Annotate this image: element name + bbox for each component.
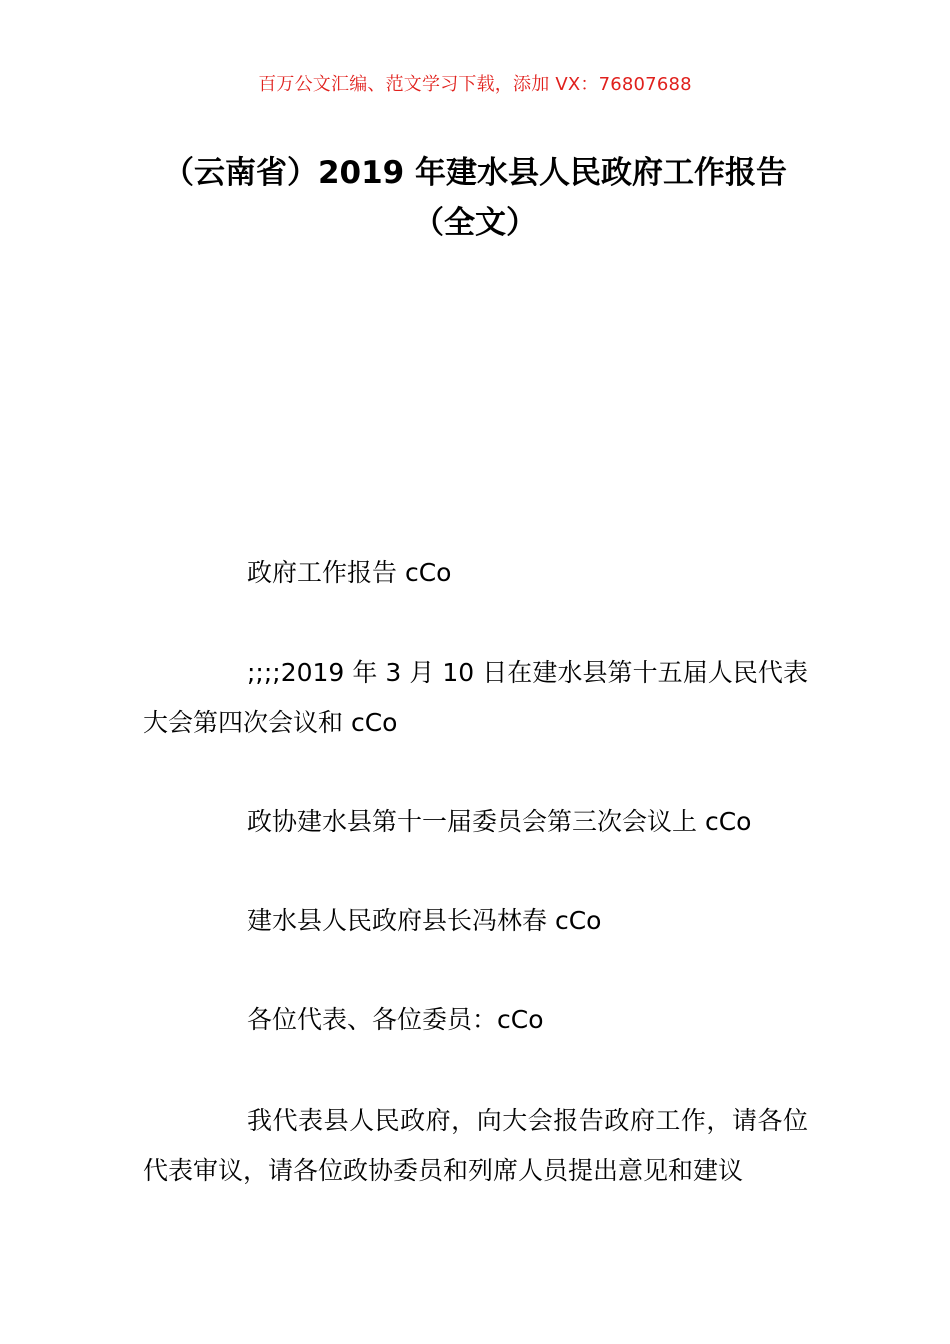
- paragraph-meeting-date: ;;;;2019 年 3 月 10 日在建水县第十五届人民代表大会第四次会议和 cCo: [143, 658, 808, 737]
- paragraph-salutation: 各位代表、各位委员：cCo: [247, 1005, 544, 1034]
- paragraph-opening: 我代表县人民政府，向大会报告政府工作，请各位代表审议，请各位政协委员和列席人员提出意见和建议: [143, 1106, 808, 1185]
- paragraph-speaker: 建水县人民政府县长冯林春 cCo: [247, 906, 602, 935]
- header-watermark-note: 百万公文汇编、范文学习下载，添加 VX：76807688: [258, 74, 692, 95]
- page-title: （云南省）2019 年建水县人民政府工作报告（全文）: [162, 155, 788, 241]
- paragraph-cppcc-session: 政协建水县第十一届委员会第三次会议上 cCo: [247, 807, 752, 836]
- paragraph-report-name: 政府工作报告 cCo: [247, 558, 452, 587]
